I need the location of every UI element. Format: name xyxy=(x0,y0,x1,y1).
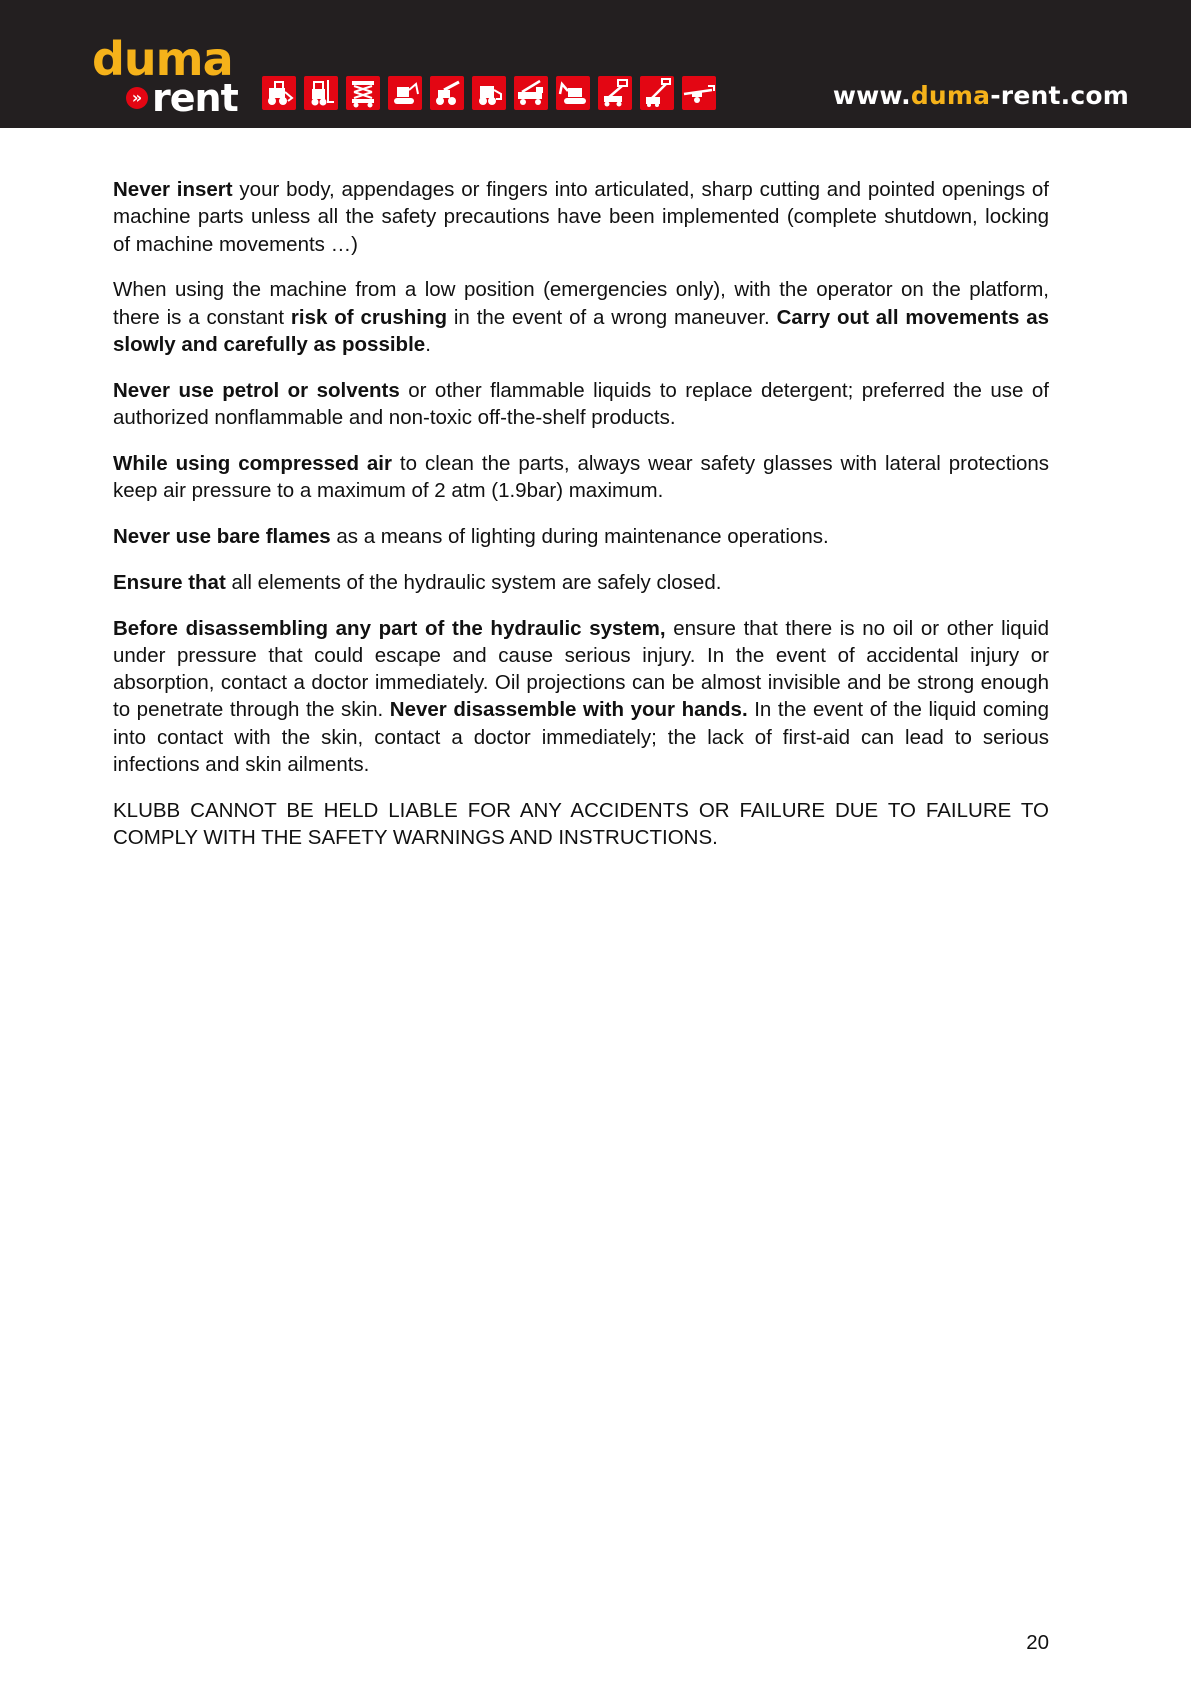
text: . xyxy=(425,332,431,356)
text: as a means of lighting during maintenance operations. xyxy=(330,524,829,548)
emphasis: risk of crushing xyxy=(290,305,448,329)
mini-excavator-icon xyxy=(388,76,422,110)
text: KLUBB CANNOT BE HELD LIABLE FOR ANY ACCIDENTS OR FAILURE DUE TO FAILURE TO COMPLY WITH THE SAFETY WARNINGS AND INSTRUCTIONS. xyxy=(113,798,1049,850)
logo-duma-text: duma xyxy=(92,32,233,86)
paragraph-hydraulic-disassembly xyxy=(113,615,1049,779)
aerial-platform-icon xyxy=(598,76,632,110)
text: In the event of the liquid coming into contact with the skin, contact a doctor immediately; the lack of first-aid can lead to serious infections and skin ailments. xyxy=(113,698,1049,777)
wheel-loader-icon xyxy=(262,76,296,110)
emphasis: While using compressed air xyxy=(113,451,392,475)
emphasis: Ensure that xyxy=(113,570,226,594)
text: to clean the parts, always wear safety glasses with lateral protections keep air pressure to a maximum of 2 atm (1.9bar) maximum. xyxy=(113,451,1049,503)
duma-rent-logo xyxy=(92,32,242,120)
text: ensure that there is no oil or other liquid under pressure that could escape and cause serious injury. In the event of accidental injury or absorption, contact a doctor immediately. Oil projections can be almost invisible and be strong enough to penetrate through the skin. xyxy=(113,616,1050,722)
text: When using the machine from a low position (emergencies only), with the operator on the platform, there is a constant xyxy=(113,278,1049,329)
website-suffix: -rent.com xyxy=(990,81,1129,110)
emphasis: Never disassemble with your hands. xyxy=(389,698,748,722)
boom-lift-icon xyxy=(640,76,674,110)
excavator-icon xyxy=(556,76,590,110)
text: or other flammable liquids to replace detergent; preferred the use of authorized nonflammable and non-toxic off-the-shelf products. xyxy=(113,378,1049,430)
safety-instructions xyxy=(113,176,1049,870)
truck-crane-icon xyxy=(514,76,548,110)
website-brand: duma xyxy=(910,81,991,110)
text: in the event of a wrong maneuver. xyxy=(447,305,777,329)
logo-rent-row xyxy=(126,76,238,120)
telehandler-icon xyxy=(430,76,464,110)
trailer-platform-icon xyxy=(682,76,716,110)
machine-icon-strip xyxy=(262,76,716,110)
skid-steer-icon xyxy=(472,76,506,110)
paragraph-bare-flames xyxy=(113,523,1049,550)
paragraph-petrol-solvents xyxy=(113,377,1049,432)
page-number: 20 xyxy=(1026,1631,1049,1654)
emphasis: Never insert xyxy=(113,178,233,201)
paragraph-ensure-closed xyxy=(113,569,1049,596)
paragraph-compressed-air xyxy=(113,450,1049,505)
paragraph-never-insert xyxy=(113,176,1049,258)
page-header xyxy=(0,0,1191,128)
emphasis: Before disassembling any part of the hydraulic system, xyxy=(113,616,666,640)
scissor-lift-icon xyxy=(346,76,380,110)
paragraph-low-position xyxy=(113,276,1049,358)
logo-arrow-icon: » xyxy=(126,87,148,109)
website-prefix: www. xyxy=(832,81,911,110)
logo-rent-text: rent xyxy=(152,76,238,120)
emphasis: Never use petrol or solvents xyxy=(113,378,400,402)
text: your body, appendages or fingers into articulated, sharp cutting and pointed openings of machine parts unless all the safety precautions have been implemented (complete shutdown, locking of machine movements …) xyxy=(113,178,1049,256)
text: all elements of the hydraulic system are safely closed. xyxy=(225,570,722,594)
website-url xyxy=(833,81,1129,110)
emphasis: Carry out all movements as slowly and carefully as possible xyxy=(113,305,1050,356)
forklift-icon xyxy=(304,76,338,110)
emphasis: Never use bare flames xyxy=(113,524,331,548)
paragraph-liability-disclaimer xyxy=(113,797,1049,852)
